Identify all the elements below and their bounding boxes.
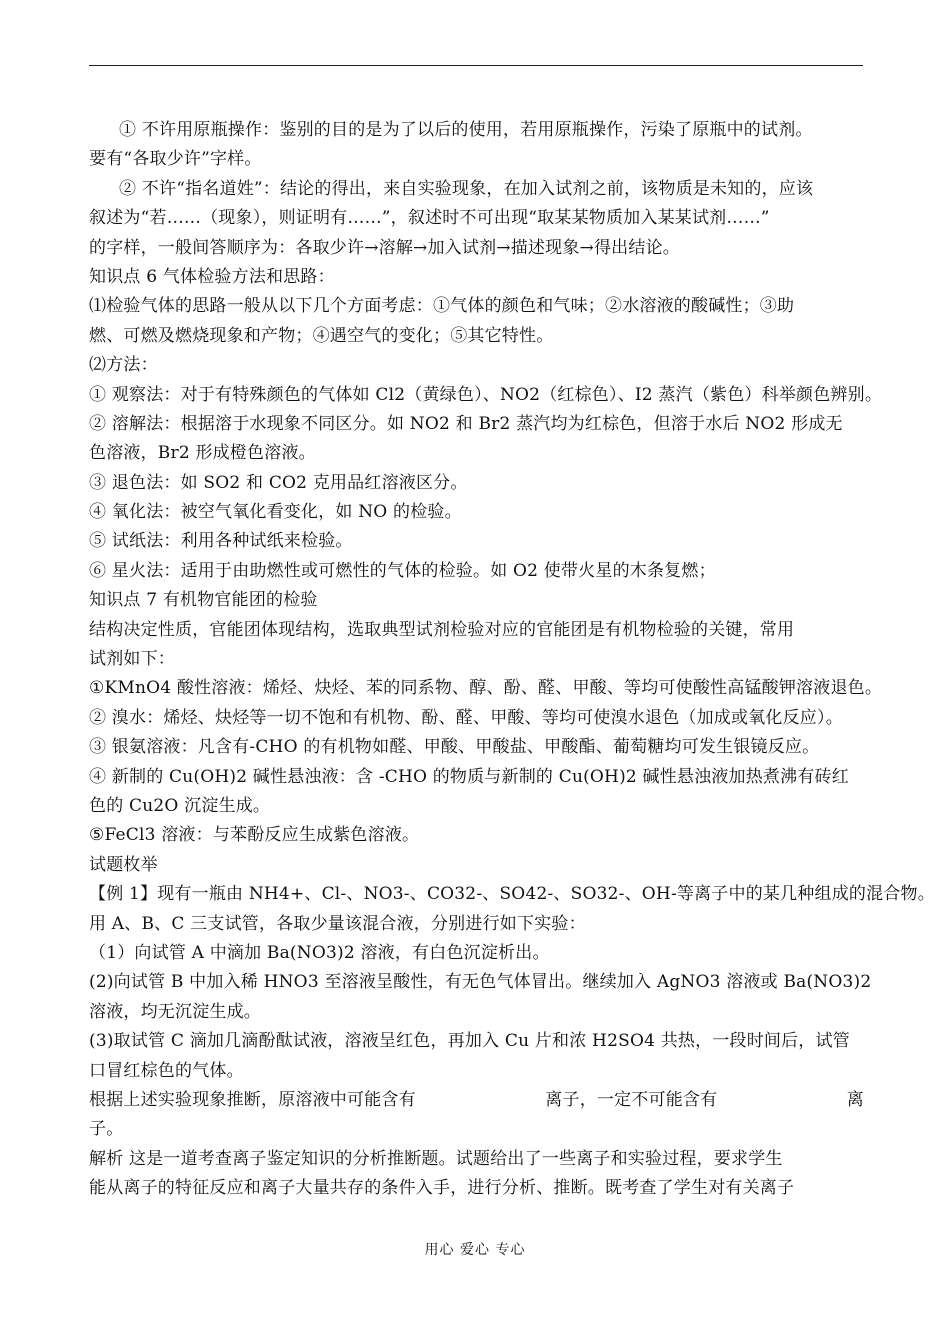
section-heading: 知识点 6 气体检验方法和思路： xyxy=(89,266,335,287)
paragraph-line: 的字样，一般间答顺序为：各取少许→溶解→加入试剂→描述现象→得出结论。 xyxy=(89,237,680,258)
list-item: ⑥ 星火法：适用于由助燃性或可燃性的气体的检验。如 O2 使带火星的木条复燃； xyxy=(89,560,716,581)
list-item: ③ 退色法：如 SO2 和 CO2 克用品红溶液区分。 xyxy=(89,472,468,493)
paragraph-line: 子。 xyxy=(89,1119,124,1140)
paragraph-line: (3)取试管 C 滴加几滴酚酞试液，溶液呈红色，再加入 Cu 片和浓 H2SO4 共热，一段时间后，试管 xyxy=(89,1031,850,1052)
list-item: ② 溶解法：根据溶于水现象不同区分。如 NO2 和 Br2 蒸汽均为红棕色，但溶于水后 NO2 形成无 xyxy=(89,413,843,434)
paragraph-line: ⑵方法： xyxy=(89,355,158,376)
section-heading: 试题枚举 xyxy=(89,854,158,875)
list-item: ④ 新制的 Cu(OH)2 碱性悬浊液：含 -CHO 的物质与新制的 Cu(OH)2 碱性悬浊液加热煮沸有砖红 xyxy=(89,766,849,787)
list-item: ⑤FeCl3 溶液：与苯酚反应生成紫色溶液。 xyxy=(89,825,420,846)
blank-prompt-2: 离子，一定不可能含有 xyxy=(545,1089,718,1110)
list-item: 色的 Cu2O 沉淀生成。 xyxy=(89,795,271,816)
paragraph-line: ⑴检验气体的思路一般从以下几个方面考虑：①气体的颜色和气味；②水溶液的酸碱性；③助 xyxy=(89,296,795,317)
list-item: ④ 氧化法：被空气氧化看变化，如 NO 的检验。 xyxy=(89,502,462,523)
fill-in-blank-line xyxy=(89,1086,864,1115)
paragraph-line: 解析 这是一道考查离子鉴定知识的分析推断题。试题给出了一些离子和实验过程，要求学生 xyxy=(89,1148,783,1169)
list-item: ⑤ 试纸法：利用各种试纸来检验。 xyxy=(89,531,353,552)
paragraph-line: ① 不许用原瓶操作：鉴别的目的是为了以后的使用，若用原瓶操作，污染了原瓶中的试剂。 xyxy=(119,120,813,140)
paragraph-line: ② 不许“指名道姓”：结论的得出，来自实验现象，在加入试剂之前，该物质是未知的，应该 xyxy=(119,178,814,199)
paragraph-line: (2)向试管 B 中加入稀 HNO3 至溶液呈酸性，有无色气体冒出。继续加入 AgNO3 溶液或 Ba(NO3)2 xyxy=(89,972,872,993)
list-item: ①KMnO4 酸性溶液：烯烃、炔烃、苯的同系物、醇、酚、醛、甲酸、等均可使酸性高锰酸钾溶液退色。 xyxy=(89,678,883,699)
section-heading: 知识点 7 有机物官能团的检验 xyxy=(89,590,318,611)
list-item: ③ 银氨溶液：凡含有-CHO 的有机物如醛、甲酸、甲酸盐、甲酸酯、葡萄糖均可发生银镜反应。 xyxy=(89,737,820,758)
document-body xyxy=(89,116,935,1203)
blank-prompt-1: 根据上述实验现象推断，原溶液中可能含有 xyxy=(89,1089,416,1110)
paragraph-line: （1）向试管 A 中滴加 Ba(NO3)2 溶液，有白色沉淀析出。 xyxy=(89,942,550,963)
paragraph-line: 试剂如下： xyxy=(89,649,175,670)
list-item: ② 溴水：烯烃、炔烃等一切不饱和有机物、酚、醛、甲酸、等均可使溴水退色（加成或氧化反应）。 xyxy=(89,707,843,728)
page-footer: 用心 爱心 专心 xyxy=(424,1242,526,1258)
paragraph-line: 燃、可燃及燃烧现象和产物；④遇空气的变化；⑤其它特性。 xyxy=(89,325,554,346)
paragraph-line: 口冒红棕色的气体。 xyxy=(89,1060,244,1081)
list-item: ① 观察法：对于有特殊颜色的气体如 Cl2（黄绿色）、NO2（红棕色）、I2 蒸汽（紫色）科举颜色辨别。 xyxy=(89,384,883,405)
paragraph-line: 【例 1】现有一瓶由 NH4+、Cl-、NO3-、CO32-、SO42-、SO32-、OH-等离子中的某几种组成的混合物。 xyxy=(89,884,935,905)
paragraph-line: 叙述为“若……（现象），则证明有……”，叙述时不可出现“取某某物质加入某某试剂……” xyxy=(89,208,770,229)
list-item: 色溶液，Br2 形成橙色溶液。 xyxy=(89,443,316,464)
header-rule xyxy=(89,65,863,66)
paragraph-line: 能从离子的特征反应和离子大量共存的条件入手，进行分析、推断。既考查了学生对有关离子 xyxy=(89,1178,795,1199)
paragraph-line: 用 A、B、C 三支试管，各取少量该混合液，分别进行如下实验： xyxy=(89,913,586,934)
blank-prompt-3: 离 xyxy=(846,1089,864,1110)
paragraph-line: 结构决定性质，官能团体现结构，选取典型试剂检验对应的官能团是有机物检验的关键，常用 xyxy=(89,619,795,640)
paragraph-line: 溶液，均无沉淀生成。 xyxy=(89,1001,261,1022)
paragraph-line: 要有“各取少许”字样。 xyxy=(89,149,262,170)
